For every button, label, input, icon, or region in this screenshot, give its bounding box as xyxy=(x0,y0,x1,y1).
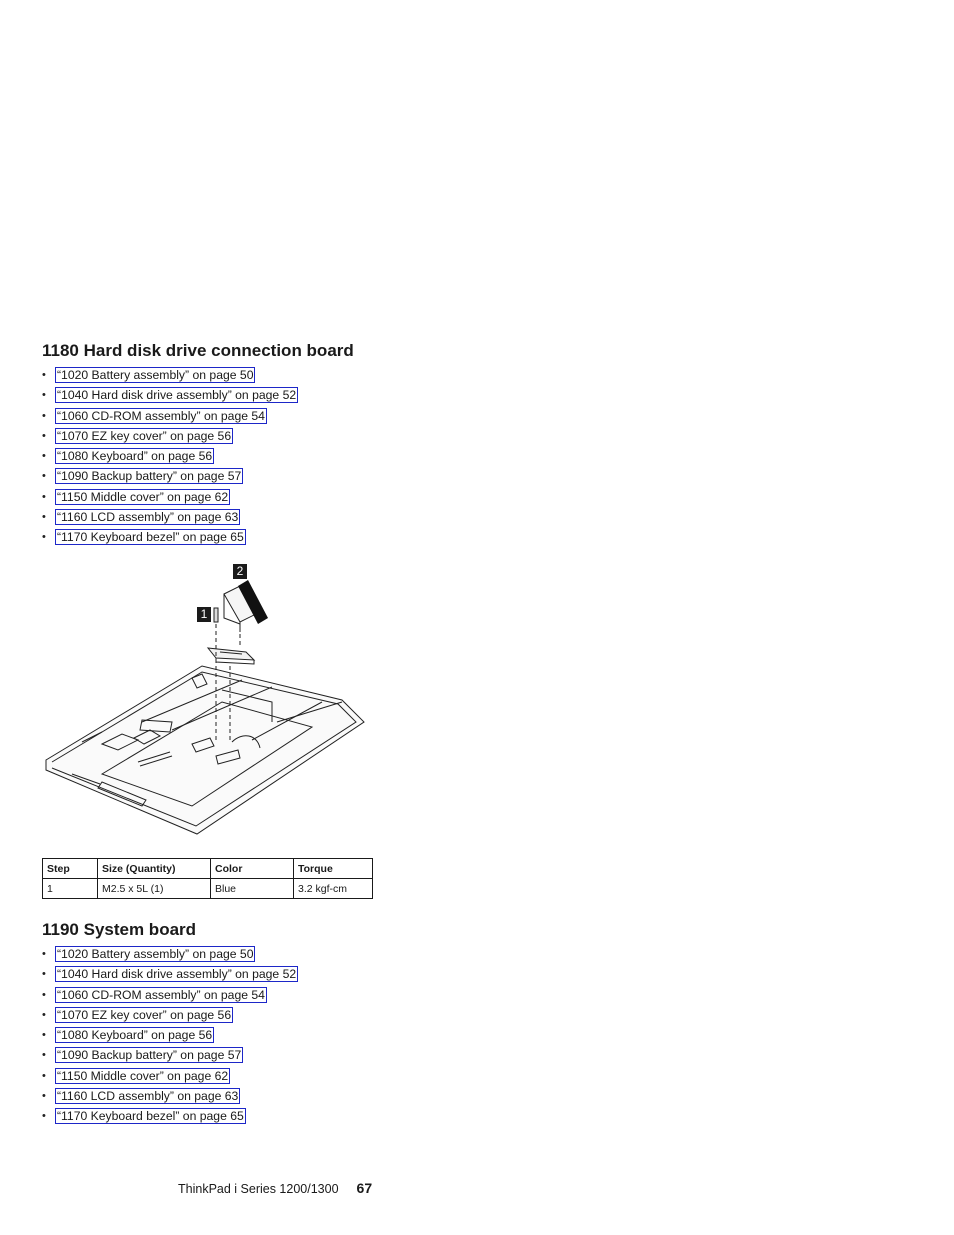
callout-1: 1 xyxy=(197,607,211,622)
link-backup-battery[interactable]: “1090 Backup battery” on page 57 xyxy=(57,469,242,484)
screw-spec-table xyxy=(42,858,373,899)
list-item xyxy=(42,469,462,489)
list-item xyxy=(42,1008,462,1028)
system-board-illustration xyxy=(42,562,366,840)
column-header-color: Color xyxy=(211,859,294,879)
link-keyboard[interactable]: “1080 Keyboard” on page 56 xyxy=(57,449,213,464)
link-backup-battery[interactable]: “1090 Backup battery” on page 57 xyxy=(57,1048,242,1063)
cell-step: 1 xyxy=(43,879,98,899)
list-item xyxy=(42,510,462,530)
column-header-torque: Torque xyxy=(294,859,373,879)
link-keyboard-bezel[interactable]: “1170 Keyboard bezel” on page 65 xyxy=(57,530,244,545)
list-item xyxy=(42,1069,462,1089)
link-cd-rom-assembly[interactable]: “1060 CD-ROM assembly” on page 54 xyxy=(57,408,265,423)
list-item xyxy=(42,409,462,429)
list-item xyxy=(42,1089,462,1109)
list-item xyxy=(42,988,462,1008)
list-item xyxy=(42,490,462,510)
footer-title: ThinkPad i Series 1200/1300 xyxy=(178,1182,339,1196)
link-middle-cover[interactable]: “1150 Middle cover” on page 62 xyxy=(57,489,229,504)
list-item xyxy=(42,429,462,449)
link-keyboard-bezel[interactable]: “1170 Keyboard bezel” on page 65 xyxy=(57,1109,244,1124)
link-ez-key-cover[interactable]: “1070 EZ key cover” on page 56 xyxy=(57,428,232,443)
list-item xyxy=(42,1048,462,1068)
section-heading-1180: 1180 Hard disk drive connection board xyxy=(42,341,354,360)
page-number: 67 xyxy=(356,1180,373,1196)
page-footer xyxy=(178,1180,372,1197)
list-item xyxy=(42,1109,462,1129)
cell-size: M2.5 x 5L (1) xyxy=(98,879,211,899)
link-hard-disk-drive-assembly[interactable]: “1040 Hard disk drive assembly” on page 52 xyxy=(57,388,297,403)
link-cd-rom-assembly[interactable]: “1060 CD-ROM assembly” on page 54 xyxy=(57,987,265,1002)
table-row xyxy=(43,879,373,899)
section-heading-1190: 1190 System board xyxy=(42,920,197,939)
column-header-size: Size (Quantity) xyxy=(98,859,211,879)
link-battery-assembly[interactable]: “1020 Battery assembly” on page 50 xyxy=(57,947,254,961)
list-item xyxy=(42,368,462,388)
section-1180 xyxy=(42,340,462,551)
table-header-row xyxy=(43,859,373,879)
cell-color: Blue xyxy=(211,879,294,899)
callout-2: 2 xyxy=(233,564,247,579)
column-header-step: Step xyxy=(43,859,98,879)
list-item xyxy=(42,530,462,550)
hdd-connection-board-figure xyxy=(42,562,366,840)
section-1190 xyxy=(42,919,462,1130)
link-lcd-assembly[interactable]: “1160 LCD assembly” on page 63 xyxy=(57,510,239,525)
cell-torque: 3.2 kgf-cm xyxy=(294,879,373,899)
list-item xyxy=(42,967,462,987)
list-item xyxy=(42,388,462,408)
link-lcd-assembly[interactable]: “1160 LCD assembly” on page 63 xyxy=(57,1089,239,1104)
link-keyboard[interactable]: “1080 Keyboard” on page 56 xyxy=(57,1028,213,1043)
link-ez-key-cover[interactable]: “1070 EZ key cover” on page 56 xyxy=(57,1007,232,1022)
list-item xyxy=(42,1028,462,1048)
link-battery-assembly[interactable]: “1020 Battery assembly” on page 50 xyxy=(57,368,254,382)
link-hard-disk-drive-assembly[interactable]: “1040 Hard disk drive assembly” on page 52 xyxy=(57,967,297,982)
link-list-1190 xyxy=(42,947,462,1130)
link-list-1180 xyxy=(42,368,462,551)
list-item xyxy=(42,947,462,967)
list-item xyxy=(42,449,462,469)
link-middle-cover[interactable]: “1150 Middle cover” on page 62 xyxy=(57,1068,229,1083)
